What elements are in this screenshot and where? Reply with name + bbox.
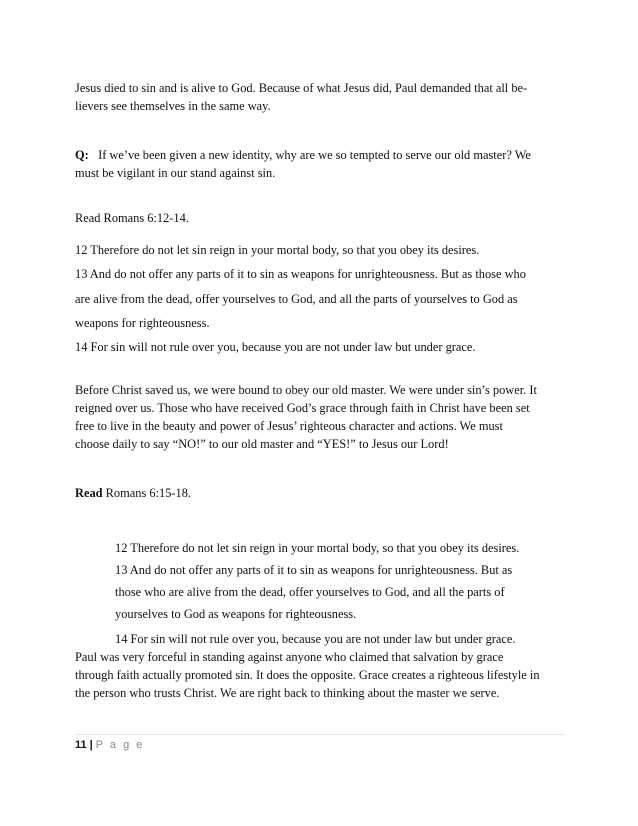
text-line: lievers see themselves in the same way. [75,99,271,113]
text-line: must be vigilant in our stand against sin. [75,166,276,180]
verse-line: are alive from the dead, offer yourselves to God, and all the parts of yourselves to God as [75,292,518,306]
closing-paragraph [75,648,555,702]
question-paragraph [75,146,555,182]
text-line: Paul was very forceful in standing against anyone who claimed that salvation by grace [75,650,504,664]
text-line: reigned over us. Those who have received God’s grace through faith in Christ have been set [75,401,530,415]
footer-separator: | [89,739,93,751]
verse-line: 12 Therefore do not let sin reign in your mortal body, so that you obey its desires. [75,243,480,257]
verse-line: 13 And do not offer any parts of it to sin as weapons for unrighteousness. But as [115,563,513,577]
verse-line: 14 For sin will not rule over you, because you are not under law but under grace. [115,632,516,646]
page-label: P a g e [95,739,145,751]
read-romans-6-15-18 [75,484,191,502]
intro-paragraph [75,79,555,115]
commentary-paragraph [75,381,555,453]
verse-line: 13 And do not offer any parts of it to sin as weapons for unrighteousness. But as those who [75,267,526,281]
text-line: free to live in the beauty and power of Jesus’ righteous character and actions. We must [75,419,503,433]
text-line: choose daily to say “NO!” to our old master and “YES!” to Jesus our Lord! [75,437,449,451]
footer-divider [75,734,565,735]
verse-line: 14 For sin will not rule over you, because you are not under law but under grace. [75,340,476,354]
page-footer [75,739,144,751]
read-romans-6-12-14: Read Romans 6:12-14. [75,211,189,225]
text-line: Before Christ saved us, we were bound to obey our old master. We were under sin’s power. It [75,383,537,397]
verse-line: yourselves to God as weapons for righteousness. [115,607,357,621]
verse-line: 12 Therefore do not let sin reign in your mortal body, so that you obey its desires. [115,541,520,555]
text-line: Jesus died to sin and is alive to God. Because of what Jesus did, Paul demanded that all be- [75,81,528,95]
text-line [75,146,555,164]
verse-line: those who are alive from the dead, offer yourselves to God, and all the parts of [115,585,505,599]
page-number: 11 [75,739,87,751]
verse-line: weapons for righteousness. [75,316,210,330]
text-line: the person who trusts Christ. We are right back to thinking about the master we serve. [75,686,500,700]
read-reference: Romans 6:15-18. [105,486,192,500]
text-line: through faith actually promoted sin. It does the opposite. Grace creates a righteous lifestyle in [75,668,540,682]
question-text: If we’ve been given a new identity, why are we so tempted to serve our old master? We [98,148,531,162]
question-label: Q: [75,148,89,162]
read-label: Read [75,486,103,500]
